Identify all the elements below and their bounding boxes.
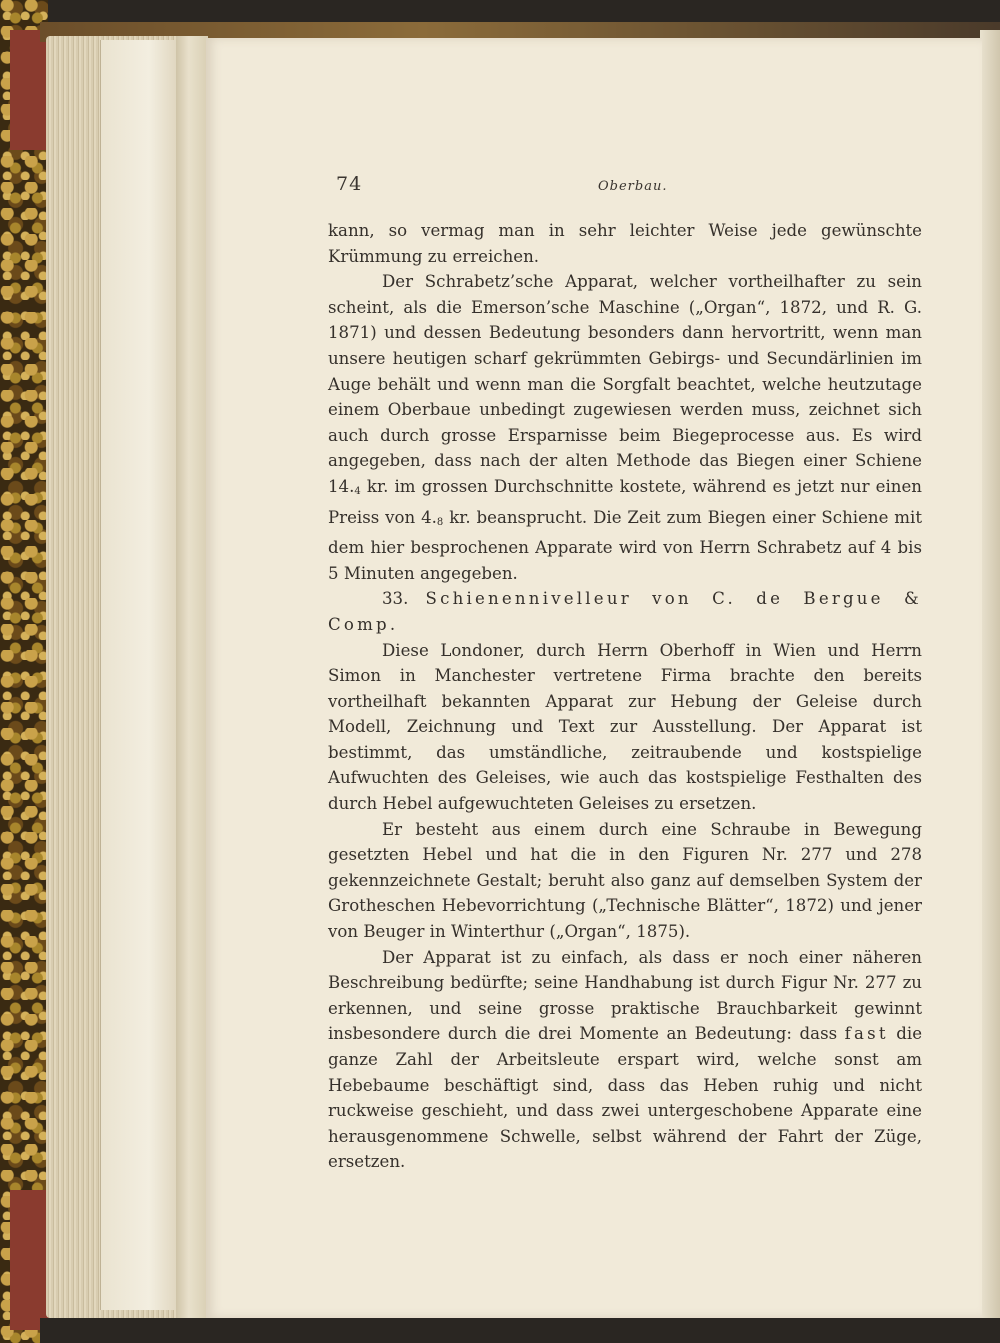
paragraph-4: Er besteht aus einem durch eine Schraube in Bewegung gesetzten Hebel und hat die in den Figuren Nr. 277 und 278 gekennzeichnete Gestalt; beruht also ganz auf demselben System der Grotheschen Hebevorrichtung („Technische Blätter“, 1872) und jener von Beuger in Winterthur („Organ“, 1875). [328,819,922,942]
bottom-shadow [40,1318,1000,1343]
section-heading [328,586,922,637]
cost-new: $4._8$ [421,507,444,528]
emphasis-fast: fast [844,1024,889,1044]
paragraph-2 [328,269,922,586]
running-head [336,173,936,203]
paragraph-5-end: die ganze Zahl der Arbeitsleute erspart wird, welche sonst am Hebebaume beschäftigt sind, dass das Heben ruhig und nicht ruckweise geschieht, und dass zwei untergeschobene Apparate eine herausgenommene Schwelle, selbst während der Fahrt der Züge, ersetzen. [328,1024,923,1172]
paragraph-3: Diese Londoner, durch Herrn Oberhoff in Wien und Herrn Simon in Manchester vertretene Firma brachte den bereits vortheilhaft bekannten Apparat zur Hebung der Geleise durch Modell, Zeichnung und Text zur Ausstellung. Der Apparat ist bestimmt, das umständliche, zeitraubende und kostspielige Aufwuchten des Geleises, wie auch das kostspielige Festhalten des durch Hebel aufgewuchteten Geleises zu ersetzen. [328,640,922,814]
page-number: 74 [336,173,363,195]
body-text [328,218,922,1175]
book-cover-corner-top [10,30,50,150]
paragraph-5 [328,945,922,1175]
book-cover-marbled-edge [0,0,48,1343]
running-title: Oberbau. [598,179,668,194]
facing-page-edge [980,30,1000,1330]
paragraph-2-mid: kr. im grossen Durchschnitte kostete, während es jetzt nur einen Preiss von [328,476,922,527]
paragraph-1: kann, so vermag man in sehr leichter Weise jede gewünschte Krümmung zu erreichen. [328,221,922,266]
paragraph-2-text: Der Schrabetz’sche Apparat, welcher vortheilhafter zu sein scheint, als die Emerson’sche Maschine („Organ“, 1872, und R. G. 1871) und dessen Bedeutung besonders dann hervortritt, wenn man unsere heutigen scharf gekrümmten Gebirgs- und Secundärlinien im Auge behält und wenn man die Sorgfalt beachtet, welche heutzutage einem Oberbaue unbedingt zugewiesen werden muss, zeichnet sich auch durch grosse Ersparnisse beim Biegeprocesse aus. Es wird angegeben, dass nach der alten Methode das Biegen einer Schiene [328,272,922,471]
paragraph-5-text: Der Apparat ist zu einfach, als dass er noch einer näheren Beschreibung bedürfte; seine Handhabung ist durch Figur Nr. 277 zu erkennen, und seine grosse praktische Brauchbarkeit gewinnt insbesondere durch die drei Momente an Bedeutung: dass [328,947,922,1044]
section-number: 33. [382,589,409,609]
book-cover-corner-bottom [10,1190,50,1330]
book-page [206,38,982,1318]
paragraph-2-end: kr. beansprucht. Die Zeit zum Biegen einer Schiene mit dem hier besprochenen Apparate wird von Herrn Schrabetz auf 4 bis 5 Minuten angegeben. [328,507,922,583]
section-title: Schienennivelleur von C. de Bergue & Comp. [328,589,922,634]
cost-old: $14._4$ [328,476,361,497]
page-gutter [176,36,208,1318]
page-curl [100,40,181,1310]
